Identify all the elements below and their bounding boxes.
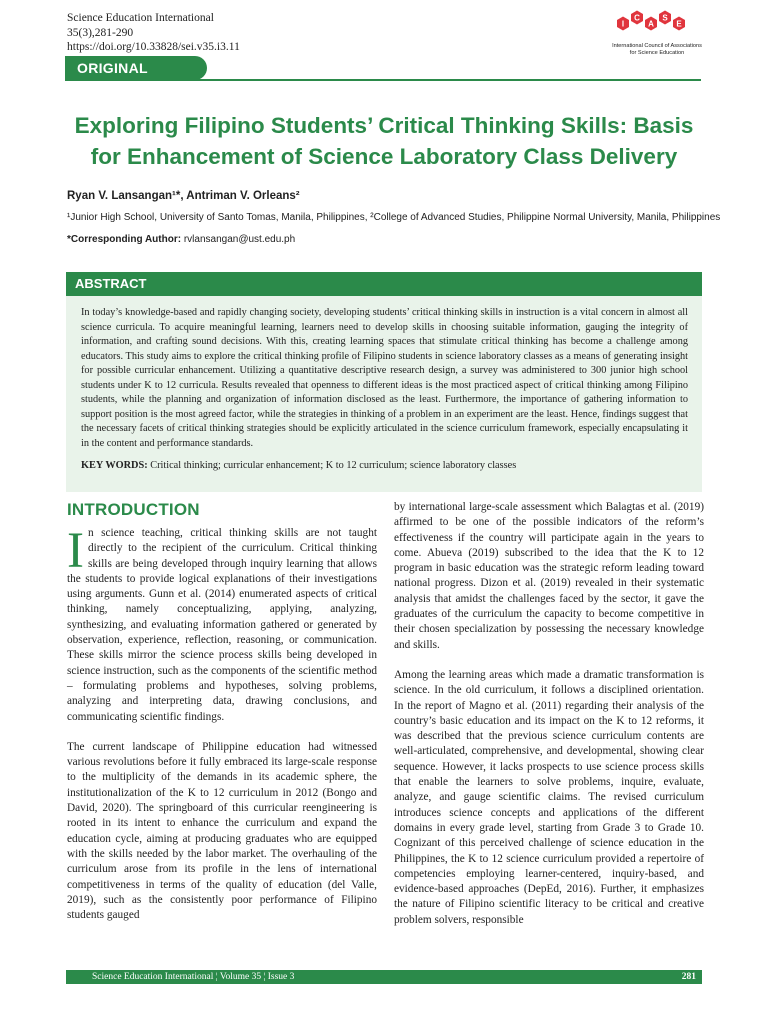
authors: Ryan V. Lansangan¹*, Antriman V. Orleans² [67,190,300,202]
logo-caption: International Council of Associations for Science Education [612,43,702,56]
logo-letter-s: S [662,13,668,23]
intro-paragraph-1 [67,523,377,725]
journal-name: Science Education International [67,12,214,24]
keywords-list: Critical thinking; curricular enhancement; K to 12 curriculum; science laboratory classes [150,460,517,471]
corresponding-label: *Corresponding Author: [67,234,182,245]
article-type-banner: ORIGINAL ARTICLE [65,56,207,80]
keywords-label: KEY WORDS: [81,460,148,471]
abstract-heading: ABSTRACT [66,272,702,296]
keywords [81,460,688,471]
logo-letter-e: E [676,19,682,29]
intro-paragraph-2: The current landscape of Philippine education had witnessed various revolutions before it fully embraced its large-scale response to the multiplicity of the demands in its academic sphere, the institutionalization of the K to 12 curriculum in 2012 (Bongo and David, 2020). The springboard of this curricular reengineering is rooted in its intent to enhance the curriculum and expand the education cycle, aiming at producing graduates who are equipped with the skills needed by the labor market. The overhauling of the curriculum arose from its profile in the lens of international competitiveness in terms of the quality of education (del Valle, 2019), such as the consistently poor performance of Filipino students gauged [67,740,377,922]
corresponding-author [67,234,295,245]
corresponding-email[interactable]: rvlansangan@ust.edu.ph [183,234,296,245]
paper-title: Exploring Filipino Students’ Critical Thinking Skills: Basis for Enhancement of Science Laboratory Class Delivery [74,113,694,169]
intro-paragraph-4: Among the learning areas which made a dramatic transformation is science. In the old curriculum, it follows a disciplined orientation. In the report of Magno et al. (2011) regarding their analysis of the country’s basic education and its impact on the K to 12 reforms, it was described that the previous science curriculum contents are well-articulated, comprehensive, and developmental, showing clear sequence. However, it lacks prospects to use science process skills that enable the learners to solve problems, inquire, evaluate, analyze, and gauge scientific claims. The revised curriculum introduces science concepts and applications of the different domains in every grade level, starting from Grade 3 to Grade 10. Cognizant of this perceived challenge of science education in the Philippines, the K to 12 science curriculum provided a repertoire of competencies employing learner-centered, inquiry-based, and evidence-based approaches (DepEd, 2016). Further, it emphasizes the nature of Filipino scientific literacy to be critical and creative problem solvers, responsible [394,668,704,926]
journal-doi[interactable]: https://doi.org/10.33828/sei.v35.i3.11 [67,41,240,53]
intro-paragraph-1-text: n science teaching, critical thinking skills are not taught directly to the recipient of the curriculum. Critical thinking skills are being developed through inquiry learning that allows the students to provide logical explanations of their investigations using arguments. Gunn et al. (2014) enumerated aspects of critical thinking, namely conceptualizing, applying, analyzing, synthesizing, and evaluating information gathered or generated by observation, experience, reflection, reasoning, or communication. These skills mirror the science process skills being developed in science instruction, such as the components of the scientific method – formulating problems and hypotheses, solving problems, analyzing and interpreting data, drawing conclusions, and communicating scientific findings. [67,527,377,723]
journal-meta [67,11,240,55]
logo-letter-a: A [648,19,654,29]
abstract-text: In today’s knowledge-based and rapidly changing society, developing students’ critical thinking skills in instruction is a vital concern in almost all science curricula. To acquire meaningful learning, learners need to develop skills in choosing suitable information, gauging the integrity of information, and crafting sound decisions. With this, creating learning spaces that stimulate critical thinking has become a challenge among educators. This study aims to explore the critical thinking profile of Filipino students in science laboratory classes as a means of generating insight for possible curricular enhancement. Utilizing a quantitative descriptive research design, a survey was administered to 300 junior high school students under K to 12 curricula. Results revealed that openness to different ideas is the most practiced aspect of critical thinking among Filipino students, while the planning and organization of information disclosed as the least. Furthermore, the importance of gathering information to support position is the most agreed factor, while the strategies in thinking of a problem in an experiment are the least. Hence, findings suggest that the necessary facets of critical thinking strategies should be explicitly articulated in the science curriculum framework, especially encapsulating it in the content and performance standards. [81,307,688,449]
page-footer [66,970,702,984]
footer-journal-info: Science Education International ¦ Volume 35 ¦ Issue 3 [92,972,295,982]
intro-paragraph-3: by international large-scale assessment which Balagtas et al. (2019) affirmed to be one of the possible indicators of the reform’s effectiveness if the country will participate again in the years to come. Abueva (2019) subscribed to the idea that the K to 12 program in basic education was the strategic reform leading toward national progress. Dizon et al. (2019) revealed in their systematic analysis that amidst the challenges faced by the sector, it gave the graduates of the curriculum the capacity to become competitive in their chosen specialization by possessing the necessary knowledge and skills. [394,501,704,651]
body-column-left [67,500,377,938]
logo-letter-c: C [634,13,640,23]
journal-volume-pages: 35(3),281-290 [67,26,134,39]
abstract-section [66,272,702,492]
footer-page-number: 281 [681,972,696,982]
drop-cap: I [67,523,84,579]
affiliations: ¹Junior High School, University of Santo Tomas, Manila, Philippines, ²College of Advanced Studies, Philippine Normal University, Manila, Philippines [67,212,721,223]
body-column-right [394,500,704,943]
header-divider [65,79,701,81]
section-heading-introduction: INTRODUCTION [67,500,200,519]
logo-letter-i: I [621,19,625,29]
